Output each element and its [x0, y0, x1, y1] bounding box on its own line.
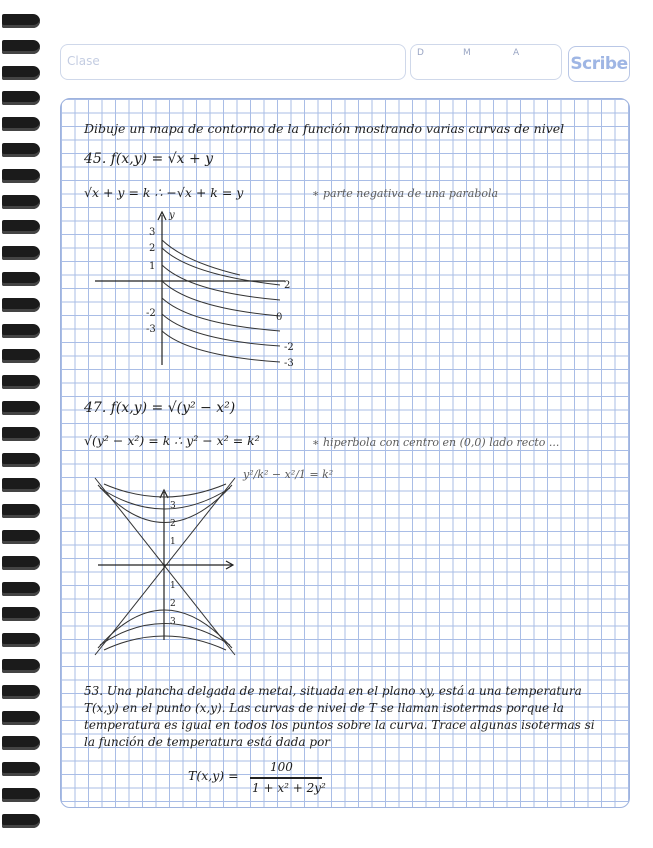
date-label-month: M — [463, 48, 471, 58]
p47-level-curve — [104, 636, 226, 650]
p45-tick-2: 2 — [149, 243, 156, 254]
problem-53-line-4: la función de temperatura está dada por — [84, 735, 331, 749]
p47-level-curve — [104, 484, 226, 497]
p47-level-curve — [98, 610, 232, 648]
p47-level-curve — [98, 485, 232, 523]
p47-upper-label-1: 1 — [170, 537, 176, 547]
date-label-day: D — [417, 48, 424, 58]
formula-lhs: T(x,y) = — [188, 768, 239, 783]
p45-curve-label-0: 0 — [276, 312, 283, 323]
name-label: Clase — [67, 54, 100, 68]
p47-upper-label-3: 3 — [170, 501, 176, 511]
p47-lower-label-3: 3 — [170, 617, 176, 627]
formula-denominator: 1 + x² + 2y² — [252, 781, 326, 795]
problem-45-equation: √x + y = k ∴ −√x + k = y — [84, 185, 244, 200]
p47-lower-label-2: 2 — [170, 599, 176, 609]
scribe-logo: Scribe — [568, 46, 630, 82]
date-label-year: A — [513, 48, 520, 58]
p47-lower-label-1: 1 — [170, 581, 176, 591]
problem-47-note: ∗ hiperbola con centro en (0,0) lado recto ... — [312, 436, 560, 449]
exercise-heading: Dibuje un mapa de contorno de la función mostrando varias curvas de nivel — [84, 121, 565, 136]
problem-53-line-1: 53. Una plancha delgada de metal, situada en el plano xy, está a una temperatura — [84, 684, 582, 698]
p45-curve-label-2: 2 — [284, 280, 291, 291]
problem-47-standard-form: y²/k² − x²/1 = k² — [243, 468, 334, 481]
problem-53-line-2: T(x,y) en el punto (x,y). Las curvas de nivel de T se llaman isotermas porque la — [84, 701, 564, 715]
problem-45-note: ∗ parte negativa de una parabola — [312, 187, 499, 200]
p45-curve-label-neg3: -3 — [284, 358, 294, 369]
p45-tick-neg2: -2 — [146, 308, 156, 319]
formula-numerator: 100 — [270, 760, 293, 774]
p45-tick-3: 3 — [149, 227, 156, 238]
problem-45-title: 45. f(x,y) = √x + y — [84, 151, 214, 167]
p45-curve-label-neg2: -2 — [284, 342, 294, 353]
p47-upper-label-2: 2 — [170, 519, 176, 529]
p45-y-axis-label: y — [169, 210, 175, 221]
p45-tick-neg3: -3 — [146, 324, 156, 335]
p45-tick-1: 1 — [149, 261, 156, 272]
problem-47-title: 47. f(x,y) = √(y² − x²) — [84, 400, 236, 416]
problem-47-equation: √(y² − x²) = k ∴ y² − x² = k² — [84, 433, 260, 448]
problem-53-line-3: temperatura es igual en todos los puntos sobre la curva. Trace algunas isotermas si — [84, 718, 595, 732]
fraction-bar — [250, 777, 322, 779]
